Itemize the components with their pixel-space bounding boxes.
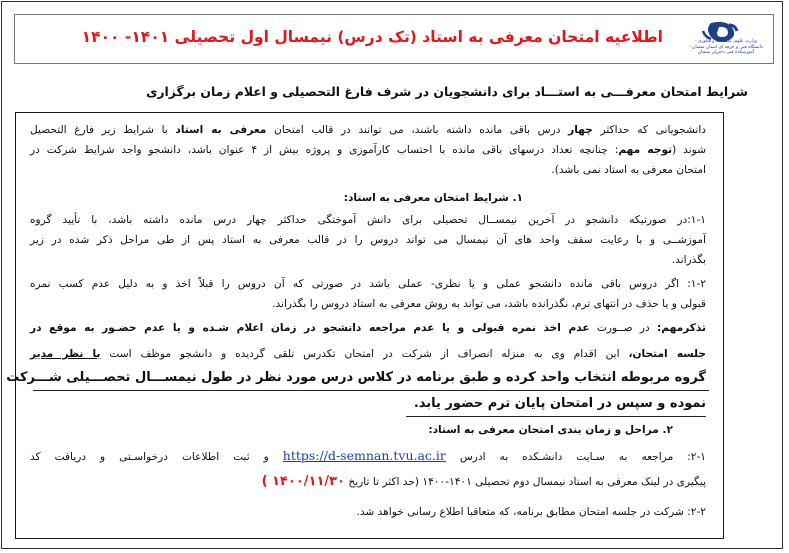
logo-caption: وزارت علوم، تحقیقات و فناوری - دانشگاه فنی و حرفه ای استان سمنان - آموزشکده فنی دختران سمنان [689, 39, 763, 55]
intro-line-1: دانشجویانی که حداکثر چهار درس باقی مانده داشته باشند، می توانند در قالب امتحان معرفی به استاد با شرایط زیر فارغ التحصیل [30, 124, 707, 136]
remark-line-4: نموده و سپس در امتحان پایان ترم حضور یابد. [413, 396, 706, 411]
deadline-date: ۱۴۰۰/۱۱/۳۰ ) [261, 474, 346, 489]
para-1-2-line-1: ۱-۲: اگر دروس باقی مانده دانشجو عملی و یا نظری- عملی باشد در صورتی که آن دروس را قبلاً اخذ و به دلیل عدم کسب نمره [30, 278, 706, 290]
remark-underline-2 [406, 416, 706, 417]
faculty-site-link[interactable]: https://d-semnan.tvu.ac.ir [282, 448, 446, 463]
para-1-1-line-3: بگذراند. [671, 254, 706, 266]
para-2-2: ۲-۲: شرکت در جلسه امتحان مطابق برنامه، که متعاقبا اطلاع رسانی خواهد شد. [356, 506, 706, 518]
announcement-body [6, 112, 724, 539]
para-1-1-line-2: آموزشــی و با رعایت سقف واحد های آن نیمسال می تواند دروس را در قالب معرفی به استاد پس از طی مراحل ذکر شده در زیر [30, 234, 706, 246]
remark-line-2: جلسه امتحان، این اقدام وی به منزله انصراف از شرکت در امتحان تکدرس تلقی گردیده و دانشجو موظف است با نظر مدیر [30, 348, 707, 360]
section2-heading: ۲. مراحل و زمان بندی امتحان معرفی به استاد: [428, 424, 673, 436]
page-title: اطلاعیه امتحان معرفی به استاد (تک درس) نیمسال اول تحصیلی ۱۴۰۱- ۱۴۰۰ [81, 28, 663, 46]
remark-line-1: تذکرمهم: در صــورت عدم اخذ نمره قبولی و یا عدم مراجعه دانشجو در زمان اعلام شـده و یا عدم حضـور به موقع در [30, 322, 706, 334]
remark-underline-1 [33, 390, 709, 391]
header [14, 14, 774, 64]
para-1-2-line-2: قبولی و یا حذف در انتهای ترم، نگذرانده باشد، می تواند به روش معرفی به استاد دروس را بگذراند. [272, 298, 706, 310]
remark-line-3: گروه مربوطه انتخاب واحد کرده و طبق برنامه در کلاس درس مورد نظر در طول نیمســـال تحصـــیلی شـــرکت [6, 370, 706, 385]
para-1-1-line-1: ۱-۱:در صورتیکه دانشجو در آخرین نیمســال تحصیلی برای دانش آموختگی حداکثر چهار درس مانده داشته باشد، با تأیید گروه [30, 214, 706, 226]
section1-heading: ۱. شرایط امتحان معرفی به استاد: [343, 192, 523, 204]
intro-line-2: شوند (توجه مهم: چنانچه تعداد درسهای باقی مانده با احتساب کارآموزی و پروژه بیش از ۴ عنوان باشد، دانشجو واجد شرایط شرکت در [30, 144, 707, 156]
subtitle: شرایط امتحان معرفـــی به استـــاد برای دانشجویان در شرف فارغ التحصیلی و اعلام زمان برگزاری [146, 84, 748, 99]
intro-line-3: امتحان معرفی به استاد نمی باشد). [551, 164, 706, 176]
document-frame [1, 1, 783, 549]
para-2-1-line-2: پیگیری در لینک معرفی به استاد نیمسال دوم تحصیلی ۱۴۰۱-۱۴۰۰ (حد اکثر تا تاریخ ۱۴۰۰/۱۱/۳۰ ) [261, 474, 706, 489]
para-2-1-line-1: ۲-۱: مراجعه به سـایت دانشـکده به ادرس https://d-semnan.tvu.ac.ir و ثبت اطلاعات درخواسـتی و دریافت کد [30, 448, 706, 463]
